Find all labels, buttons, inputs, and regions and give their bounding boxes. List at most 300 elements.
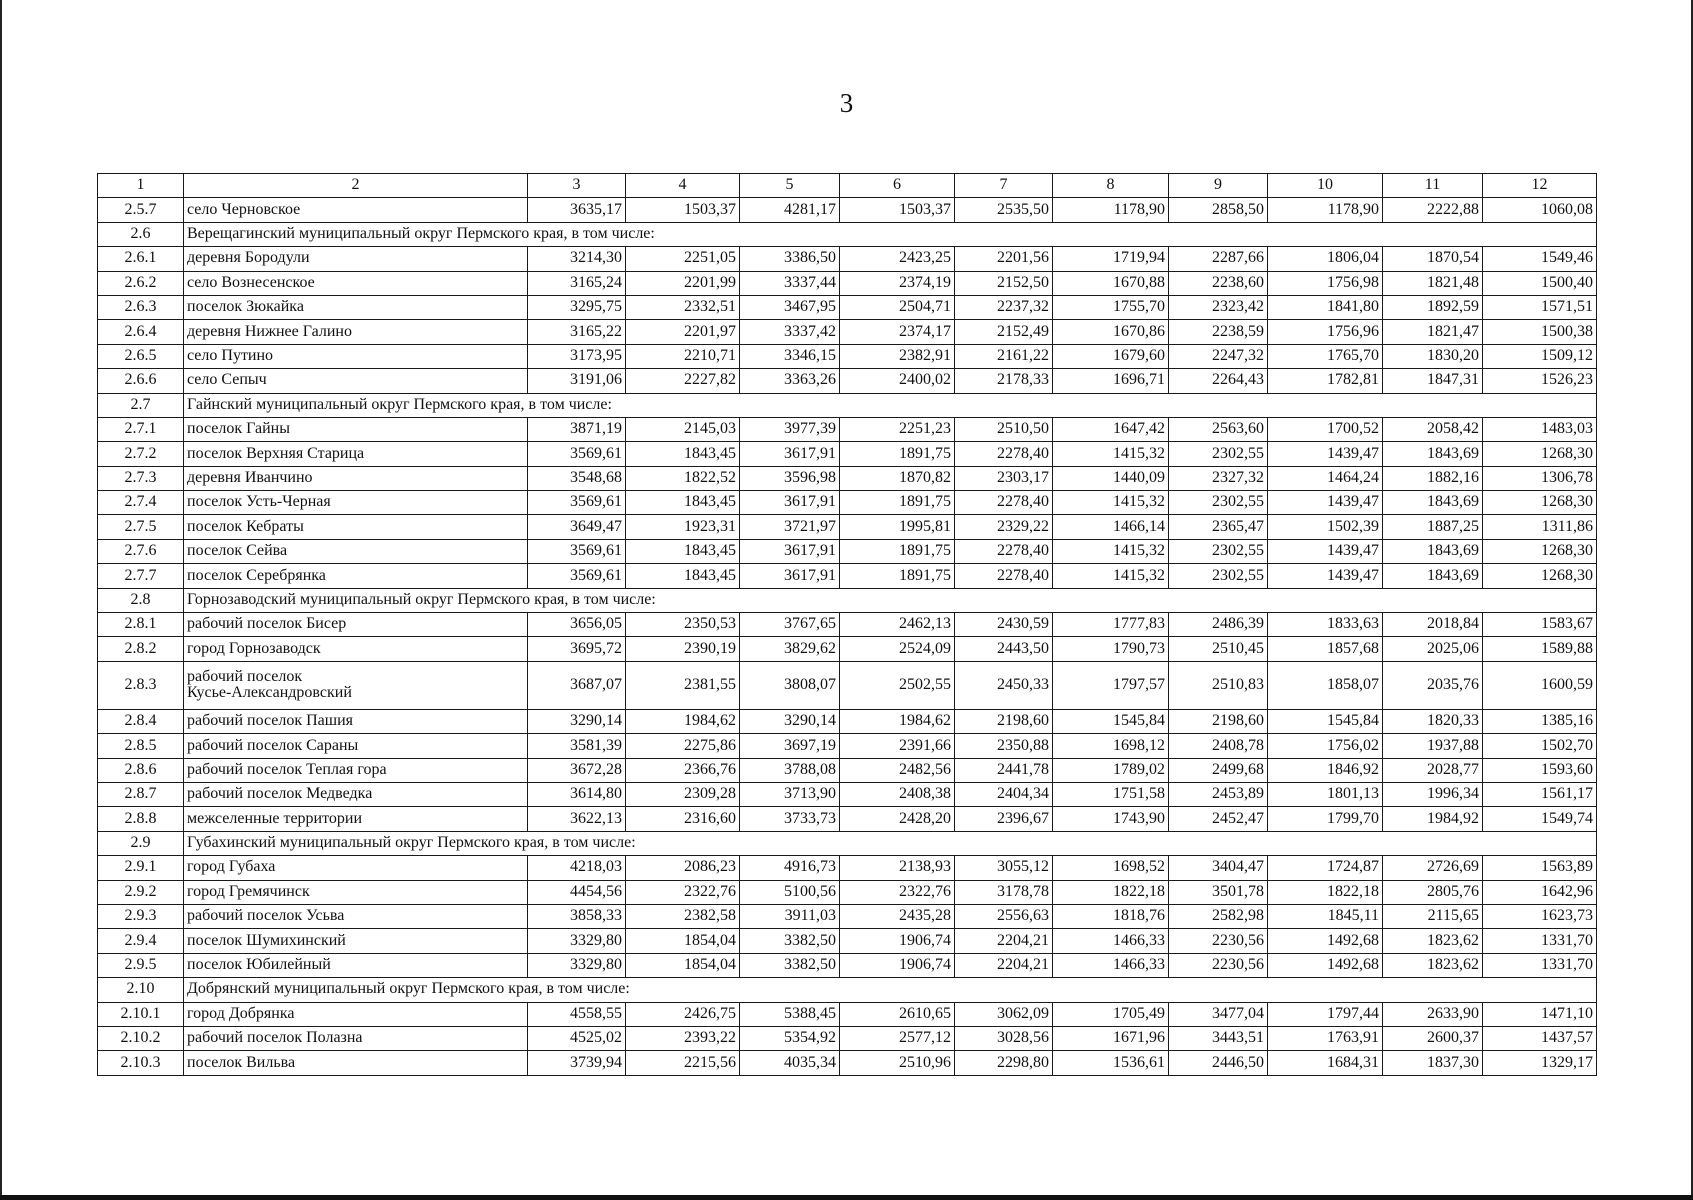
settlement-name: поселок Верхняя Старица xyxy=(184,442,528,466)
settlement-name: рабочий поселок Усьва xyxy=(184,904,528,928)
table-row xyxy=(98,344,1597,368)
row-code: 2.7.6 xyxy=(98,539,184,563)
tariff-value: 2058,42 xyxy=(1383,417,1483,441)
tariff-value: 3382,50 xyxy=(740,929,840,953)
tariff-value: 4454,56 xyxy=(528,880,626,904)
tariff-value: 1670,88 xyxy=(1053,271,1169,295)
tariff-value: 2556,63 xyxy=(955,904,1053,928)
tariff-value: 2018,84 xyxy=(1383,613,1483,637)
tariff-value: 2210,71 xyxy=(626,344,740,368)
tariff-value: 1891,75 xyxy=(840,539,955,563)
tariff-value: 3622,13 xyxy=(528,807,626,831)
tariff-value: 1984,62 xyxy=(626,709,740,733)
tariff-value: 3977,39 xyxy=(740,417,840,441)
tariff-value: 5100,56 xyxy=(740,880,840,904)
tariff-value: 1870,54 xyxy=(1383,247,1483,271)
settlement-name-line: Кусье-Александровский xyxy=(187,684,352,702)
tariff-value: 1756,96 xyxy=(1268,320,1383,344)
tariff-value: 3443,51 xyxy=(1169,1026,1268,1050)
row-code: 2.8.5 xyxy=(98,734,184,758)
tariff-value: 1415,32 xyxy=(1053,442,1169,466)
table-row xyxy=(98,661,1597,709)
tariff-value: 1439,47 xyxy=(1268,442,1383,466)
tariff-value: 1719,94 xyxy=(1053,247,1169,271)
tariff-value: 2215,56 xyxy=(626,1051,740,1075)
tariff-value: 2278,40 xyxy=(955,564,1053,588)
table-row xyxy=(98,856,1597,880)
row-code: 2.10 xyxy=(98,978,184,1002)
tariff-value: 1583,67 xyxy=(1483,613,1597,637)
row-code: 2.8.6 xyxy=(98,758,184,782)
table-body xyxy=(98,174,1597,1076)
tariff-value: 2390,19 xyxy=(626,637,740,661)
tariff-value: 3363,26 xyxy=(740,369,840,393)
tariff-value: 1268,30 xyxy=(1483,539,1597,563)
tariff-value: 2391,66 xyxy=(840,734,955,758)
tariff-value: 1822,18 xyxy=(1053,880,1169,904)
tariff-value: 1571,51 xyxy=(1483,295,1597,319)
tariff-value: 1385,16 xyxy=(1483,709,1597,733)
column-header: 2 xyxy=(184,174,528,198)
tariff-value: 1268,30 xyxy=(1483,442,1597,466)
settlement-name: село Сепыч xyxy=(184,369,528,393)
table-row xyxy=(98,734,1597,758)
tariff-value: 3858,33 xyxy=(528,904,626,928)
column-header: 4 xyxy=(626,174,740,198)
tariff-value: 2145,03 xyxy=(626,417,740,441)
tariff-value: 2393,22 xyxy=(626,1026,740,1050)
tariff-value: 1060,08 xyxy=(1483,198,1597,222)
row-code: 2.5.7 xyxy=(98,198,184,222)
tariff-value: 3649,47 xyxy=(528,515,626,539)
table-row xyxy=(98,880,1597,904)
column-header: 10 xyxy=(1268,174,1383,198)
tariff-value: 1843,69 xyxy=(1383,564,1483,588)
settlement-name-line: рабочий поселок xyxy=(187,667,303,685)
tariff-value: 3695,72 xyxy=(528,637,626,661)
tariff-value: 2303,17 xyxy=(955,466,1053,490)
tariff-value: 4558,55 xyxy=(528,1002,626,1026)
tariff-value: 2502,55 xyxy=(840,661,955,709)
table-row xyxy=(98,271,1597,295)
tariff-value: 1670,86 xyxy=(1053,320,1169,344)
tariff-value: 1843,45 xyxy=(626,539,740,563)
row-code: 2.6.5 xyxy=(98,344,184,368)
tariff-value: 1777,83 xyxy=(1053,613,1169,637)
tariff-value: 3337,44 xyxy=(740,271,840,295)
tariff-value: 1593,60 xyxy=(1483,758,1597,782)
tariff-value: 1823,62 xyxy=(1383,929,1483,953)
tariff-value: 2430,59 xyxy=(955,613,1053,637)
row-code: 2.9.2 xyxy=(98,880,184,904)
settlement-name: поселок Шумихинский xyxy=(184,929,528,953)
tariff-value: 1700,52 xyxy=(1268,417,1383,441)
tariff-value: 3614,80 xyxy=(528,782,626,806)
settlement-name: рабочий поселок Медведка xyxy=(184,782,528,806)
tariff-value: 1843,69 xyxy=(1383,442,1483,466)
row-code: 2.6.3 xyxy=(98,295,184,319)
tariff-value: 1549,74 xyxy=(1483,807,1597,831)
tariff-value: 2332,51 xyxy=(626,295,740,319)
tariff-value: 2201,56 xyxy=(955,247,1053,271)
group-title: Горнозаводский муниципальный округ Пермского края, в том числе: xyxy=(184,588,1597,612)
tariff-value: 1755,70 xyxy=(1053,295,1169,319)
table-row xyxy=(98,515,1597,539)
tariff-value: 2035,76 xyxy=(1383,661,1483,709)
tariff-value: 1820,33 xyxy=(1383,709,1483,733)
tariff-value: 3829,62 xyxy=(740,637,840,661)
row-code: 2.6.4 xyxy=(98,320,184,344)
tariff-value: 2462,13 xyxy=(840,613,955,637)
tariff-value: 1822,52 xyxy=(626,466,740,490)
column-header: 12 xyxy=(1483,174,1597,198)
row-code: 2.8.7 xyxy=(98,782,184,806)
tariff-value: 1858,07 xyxy=(1268,661,1383,709)
tariff-value: 1743,90 xyxy=(1053,807,1169,831)
tariff-value: 2726,69 xyxy=(1383,856,1483,880)
row-code: 2.8.8 xyxy=(98,807,184,831)
tariff-value: 2275,86 xyxy=(626,734,740,758)
tariff-value: 2161,22 xyxy=(955,344,1053,368)
tariff-value: 1821,47 xyxy=(1383,320,1483,344)
tariff-value: 2138,93 xyxy=(840,856,955,880)
tariff-value: 2805,76 xyxy=(1383,880,1483,904)
column-header: 6 xyxy=(840,174,955,198)
tariff-value: 3767,65 xyxy=(740,613,840,637)
settlement-name: рабочий поселок Сараны xyxy=(184,734,528,758)
settlement-name: поселок Усть-Черная xyxy=(184,491,528,515)
tariff-value: 1502,70 xyxy=(1483,734,1597,758)
tariff-value: 2152,50 xyxy=(955,271,1053,295)
row-code: 2.6.1 xyxy=(98,247,184,271)
settlement-name xyxy=(184,661,528,709)
table-row xyxy=(98,904,1597,928)
settlement-name: рабочий поселок Полазна xyxy=(184,1026,528,1050)
tariff-value: 2441,78 xyxy=(955,758,1053,782)
tariff-value: 3477,04 xyxy=(1169,1002,1268,1026)
tariff-value: 1415,32 xyxy=(1053,539,1169,563)
tariff-value: 1906,74 xyxy=(840,953,955,977)
tariff-value: 2365,47 xyxy=(1169,515,1268,539)
tariff-value: 1830,20 xyxy=(1383,344,1483,368)
tariff-value: 2563,60 xyxy=(1169,417,1268,441)
table-row xyxy=(98,1002,1597,1026)
tariff-value: 1509,12 xyxy=(1483,344,1597,368)
tariff-value: 1843,69 xyxy=(1383,491,1483,515)
tariff-value: 2278,40 xyxy=(955,491,1053,515)
tariff-value: 1439,47 xyxy=(1268,564,1383,588)
tariff-value: 1600,59 xyxy=(1483,661,1597,709)
tariff-value: 2322,76 xyxy=(840,880,955,904)
group-title: Верещагинский муниципальный округ Пермского края, в том числе: xyxy=(184,222,1597,246)
tariff-value: 3386,50 xyxy=(740,247,840,271)
settlement-name: поселок Кебраты xyxy=(184,515,528,539)
tariff-value: 1822,18 xyxy=(1268,880,1383,904)
tariff-value: 2452,47 xyxy=(1169,807,1268,831)
tariff-value: 2404,34 xyxy=(955,782,1053,806)
tariff-value: 2230,56 xyxy=(1169,929,1268,953)
tariff-value: 1891,75 xyxy=(840,564,955,588)
tariff-value: 2230,56 xyxy=(1169,953,1268,977)
settlement-name: деревня Бородули xyxy=(184,247,528,271)
tariff-value: 1561,17 xyxy=(1483,782,1597,806)
tariff-value: 1696,71 xyxy=(1053,369,1169,393)
tariff-value: 1679,60 xyxy=(1053,344,1169,368)
tariff-value: 1782,81 xyxy=(1268,369,1383,393)
tariff-value: 1698,52 xyxy=(1053,856,1169,880)
tariff-value: 3329,80 xyxy=(528,953,626,977)
tariff-value: 1765,70 xyxy=(1268,344,1383,368)
table-row xyxy=(98,637,1597,661)
tariff-value: 2374,19 xyxy=(840,271,955,295)
tariff-value: 3617,91 xyxy=(740,564,840,588)
group-row xyxy=(98,831,1597,855)
tariff-value: 2222,88 xyxy=(1383,198,1483,222)
tariff-value: 1797,44 xyxy=(1268,1002,1383,1026)
tariff-value: 1437,57 xyxy=(1483,1026,1597,1050)
tariff-value: 1845,11 xyxy=(1268,904,1383,928)
tariff-value: 3173,95 xyxy=(528,344,626,368)
tariff-value: 2309,28 xyxy=(626,782,740,806)
tariff-value: 2600,37 xyxy=(1383,1026,1483,1050)
tariff-value: 2201,97 xyxy=(626,320,740,344)
tariff-value: 2323,42 xyxy=(1169,295,1268,319)
table-row xyxy=(98,929,1597,953)
tariff-value: 1466,14 xyxy=(1053,515,1169,539)
column-header: 9 xyxy=(1169,174,1268,198)
tariff-value: 1500,38 xyxy=(1483,320,1597,344)
row-code: 2.9.4 xyxy=(98,929,184,953)
tariff-value: 1892,59 xyxy=(1383,295,1483,319)
tariff-value: 2278,40 xyxy=(955,442,1053,466)
tariff-value: 1464,24 xyxy=(1268,466,1383,490)
table-row xyxy=(98,758,1597,782)
tariff-value: 1891,75 xyxy=(840,491,955,515)
tariff-value: 1549,46 xyxy=(1483,247,1597,271)
group-title: Гайнский муниципальный округ Пермского края, в том числе: xyxy=(184,393,1597,417)
tariff-value: 1843,45 xyxy=(626,491,740,515)
settlement-name: рабочий поселок Бисер xyxy=(184,613,528,637)
tariff-value: 1415,32 xyxy=(1053,491,1169,515)
tariff-value: 2316,60 xyxy=(626,807,740,831)
table-row xyxy=(98,613,1597,637)
row-code: 2.7.2 xyxy=(98,442,184,466)
tariff-value: 1705,49 xyxy=(1053,1002,1169,1026)
row-code: 2.10.3 xyxy=(98,1051,184,1075)
tariff-value: 1984,62 xyxy=(840,709,955,733)
group-title: Добрянский муниципальный округ Пермского края, в том числе: xyxy=(184,978,1597,1002)
tariff-value: 2446,50 xyxy=(1169,1051,1268,1075)
column-header: 5 xyxy=(740,174,840,198)
row-code: 2.6.2 xyxy=(98,271,184,295)
row-code: 2.7.4 xyxy=(98,491,184,515)
tariff-value: 3911,03 xyxy=(740,904,840,928)
scan-left-edge xyxy=(0,0,2,1200)
table-row xyxy=(98,466,1597,490)
tariff-value: 3337,42 xyxy=(740,320,840,344)
table-header-row xyxy=(98,174,1597,198)
table-row xyxy=(98,1051,1597,1075)
table-row xyxy=(98,442,1597,466)
settlement-name: деревня Нижнее Галино xyxy=(184,320,528,344)
tariff-value: 4218,03 xyxy=(528,856,626,880)
tariff-value: 2086,23 xyxy=(626,856,740,880)
tariff-value: 2025,06 xyxy=(1383,637,1483,661)
tariff-value: 1756,98 xyxy=(1268,271,1383,295)
tariff-value: 3295,75 xyxy=(528,295,626,319)
settlement-name: поселок Вильва xyxy=(184,1051,528,1075)
tariff-value: 1854,04 xyxy=(626,929,740,953)
tariff-value: 3687,07 xyxy=(528,661,626,709)
tariff-value: 3656,05 xyxy=(528,613,626,637)
tariff-value: 1821,48 xyxy=(1383,271,1483,295)
tariff-value: 1833,63 xyxy=(1268,613,1383,637)
table-row xyxy=(98,709,1597,733)
tariff-value: 3739,94 xyxy=(528,1051,626,1075)
tariff-value: 2204,21 xyxy=(955,929,1053,953)
tariff-value: 1466,33 xyxy=(1053,953,1169,977)
tariff-value: 1623,73 xyxy=(1483,904,1597,928)
tariff-value: 3569,61 xyxy=(528,491,626,515)
tariff-value: 2374,17 xyxy=(840,320,955,344)
tariff-value: 1268,30 xyxy=(1483,491,1597,515)
settlement-name: поселок Сейва xyxy=(184,539,528,563)
tariff-value: 2178,33 xyxy=(955,369,1053,393)
tariff-value: 1843,45 xyxy=(626,442,740,466)
settlement-name: межселенные территории xyxy=(184,807,528,831)
tariff-value: 3290,14 xyxy=(740,709,840,733)
tariff-value: 2486,39 xyxy=(1169,613,1268,637)
tariff-value: 3596,98 xyxy=(740,466,840,490)
tariff-value: 2510,83 xyxy=(1169,661,1268,709)
tariff-value: 1843,69 xyxy=(1383,539,1483,563)
tariff-value: 1995,81 xyxy=(840,515,955,539)
tariff-value: 2510,96 xyxy=(840,1051,955,1075)
tariff-value: 1857,68 xyxy=(1268,637,1383,661)
tariff-value: 3290,14 xyxy=(528,709,626,733)
tariff-value: 1724,87 xyxy=(1268,856,1383,880)
tariff-value: 1837,30 xyxy=(1383,1051,1483,1075)
row-code: 2.9.5 xyxy=(98,953,184,977)
tariff-value: 3329,80 xyxy=(528,929,626,953)
tariff-value: 3569,61 xyxy=(528,564,626,588)
tariff-value: 2329,22 xyxy=(955,515,1053,539)
row-code: 2.8.2 xyxy=(98,637,184,661)
settlement-name: город Добрянка xyxy=(184,1002,528,1026)
tariff-value: 1563,89 xyxy=(1483,856,1597,880)
tariff-value: 2535,50 xyxy=(955,198,1053,222)
tariff-value: 3346,15 xyxy=(740,344,840,368)
tariff-value: 1751,58 xyxy=(1053,782,1169,806)
tariff-value: 2247,32 xyxy=(1169,344,1268,368)
tariff-value: 3617,91 xyxy=(740,491,840,515)
row-code: 2.7.3 xyxy=(98,466,184,490)
tariff-value: 3548,68 xyxy=(528,466,626,490)
tariff-value: 1937,88 xyxy=(1383,734,1483,758)
settlement-name: рабочий поселок Теплая гора xyxy=(184,758,528,782)
tariff-value: 2302,55 xyxy=(1169,491,1268,515)
tariff-value: 5388,45 xyxy=(740,1002,840,1026)
tariff-value: 3214,30 xyxy=(528,247,626,271)
tariff-value: 1797,57 xyxy=(1053,661,1169,709)
page-number: 3 xyxy=(839,88,854,118)
tariff-value: 2302,55 xyxy=(1169,564,1268,588)
tariff-value: 2423,25 xyxy=(840,247,955,271)
tariff-value: 1846,92 xyxy=(1268,758,1383,782)
tariff-value: 3569,61 xyxy=(528,442,626,466)
tariff-value: 3467,95 xyxy=(740,295,840,319)
tariff-value: 2302,55 xyxy=(1169,442,1268,466)
tariff-value: 1589,88 xyxy=(1483,637,1597,661)
tariff-value: 3165,24 xyxy=(528,271,626,295)
settlement-name: поселок Зюкайка xyxy=(184,295,528,319)
row-code: 2.10.1 xyxy=(98,1002,184,1026)
tariff-value: 1466,33 xyxy=(1053,929,1169,953)
tariff-value: 1500,40 xyxy=(1483,271,1597,295)
tariff-value: 2426,75 xyxy=(626,1002,740,1026)
tariff-value: 2499,68 xyxy=(1169,758,1268,782)
tariff-value: 3501,78 xyxy=(1169,880,1268,904)
tariff-value: 1647,42 xyxy=(1053,417,1169,441)
table-row xyxy=(98,417,1597,441)
tariff-value: 2115,65 xyxy=(1383,904,1483,928)
settlement-name: город Горнозаводск xyxy=(184,637,528,661)
tariff-value: 2582,98 xyxy=(1169,904,1268,928)
tariff-value: 2198,60 xyxy=(1169,709,1268,733)
tariff-value: 1178,90 xyxy=(1053,198,1169,222)
row-code: 2.8.4 xyxy=(98,709,184,733)
row-code: 2.7.7 xyxy=(98,564,184,588)
tariff-value: 1882,16 xyxy=(1383,466,1483,490)
row-code: 2.10.2 xyxy=(98,1026,184,1050)
table-row xyxy=(98,369,1597,393)
row-code: 2.9.3 xyxy=(98,904,184,928)
tariff-value: 1331,70 xyxy=(1483,929,1597,953)
tariff-table xyxy=(97,173,1597,1076)
row-code: 2.8 xyxy=(98,588,184,612)
tariff-value: 2251,23 xyxy=(840,417,955,441)
column-header: 1 xyxy=(98,174,184,198)
tariff-value: 1526,23 xyxy=(1483,369,1597,393)
tariff-value: 2287,66 xyxy=(1169,247,1268,271)
tariff-value: 2366,76 xyxy=(626,758,740,782)
column-header: 3 xyxy=(528,174,626,198)
table-row xyxy=(98,1026,1597,1050)
row-code: 2.9.1 xyxy=(98,856,184,880)
tariff-value: 2408,38 xyxy=(840,782,955,806)
column-header: 11 xyxy=(1383,174,1483,198)
tariff-value: 2237,32 xyxy=(955,295,1053,319)
settlement-name: село Вознесенское xyxy=(184,271,528,295)
tariff-value: 1801,13 xyxy=(1268,782,1383,806)
table-row xyxy=(98,807,1597,831)
tariff-value: 2238,60 xyxy=(1169,271,1268,295)
tariff-value: 3055,12 xyxy=(955,856,1053,880)
tariff-value: 1756,02 xyxy=(1268,734,1383,758)
tariff-value: 1331,70 xyxy=(1483,953,1597,977)
tariff-value: 1996,34 xyxy=(1383,782,1483,806)
tariff-value: 1806,04 xyxy=(1268,247,1383,271)
tariff-value: 2381,55 xyxy=(626,661,740,709)
tariff-value: 1503,37 xyxy=(840,198,955,222)
tariff-value: 3721,97 xyxy=(740,515,840,539)
tariff-value: 1870,82 xyxy=(840,466,955,490)
tariff-value: 4525,02 xyxy=(528,1026,626,1050)
tariff-value: 2610,65 xyxy=(840,1002,955,1026)
tariff-value: 3062,09 xyxy=(955,1002,1053,1026)
tariff-value: 1415,32 xyxy=(1053,564,1169,588)
tariff-value: 3713,90 xyxy=(740,782,840,806)
